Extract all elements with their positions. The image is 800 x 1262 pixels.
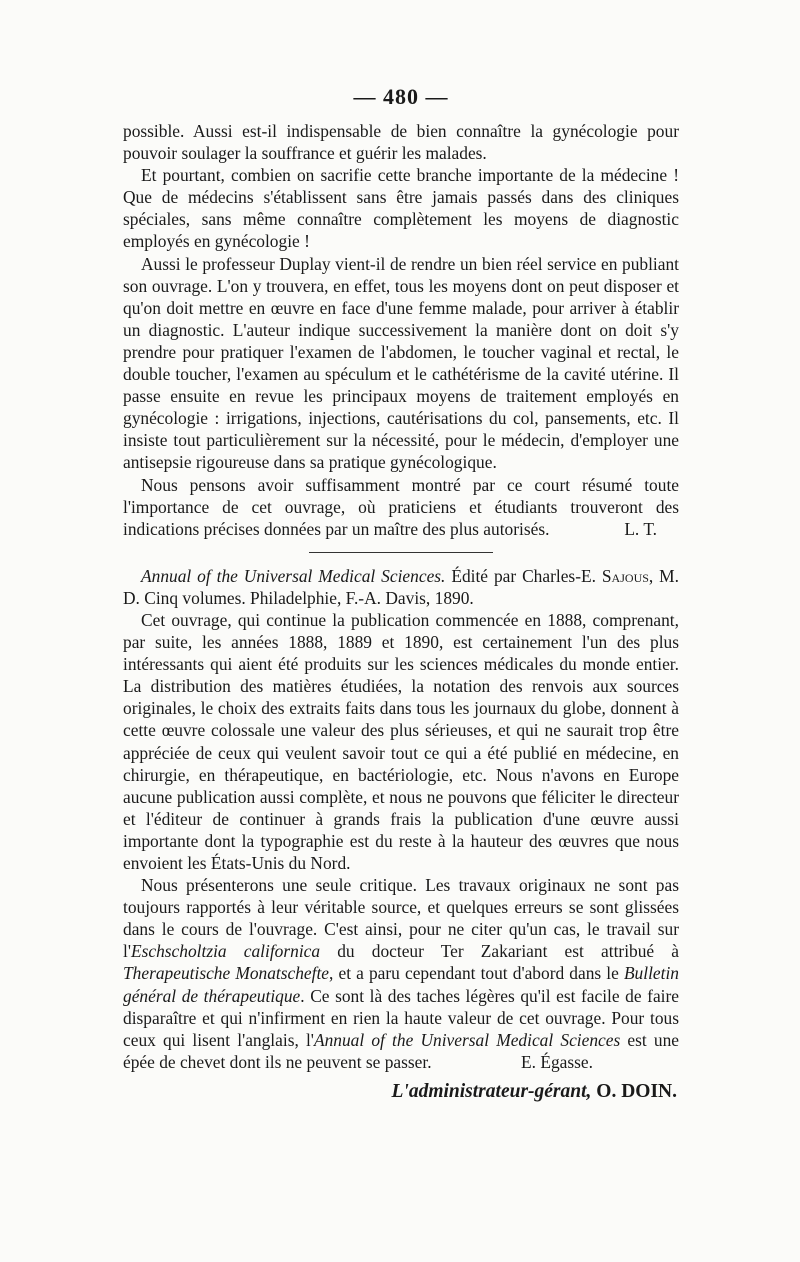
review-gynecology [123,120,679,540]
review-signature: L. T. [624,518,657,539]
paragraph: Nous pensons avoir suffisamment montré par ce court résumé toute l'importance de cet ouvrage, où praticiens et étudiants trouveront des indications précises données par un maître des plus autorisés. [123,474,679,539]
administrator-signature [123,1081,679,1103]
book-title: Annual of the Universal Medical Sciences. [141,565,446,586]
separator-rule [309,552,493,553]
review-annual [123,565,679,1073]
admin-label: L'administrateur-gérant, [391,1080,592,1102]
paragraph: Et pourtant, combien on sacrifie cette branche importante de la médecine ! Que de médecins s'établissent sans être jamais passés dans des cliniques spéciales, sans même connaître complètement les moyens de diagnostic employés en gynécologie ! [123,165,679,252]
page [123,84,679,1103]
review-title: Annual of the Universal Medical Sciences. Édité par Charles-E. Sajous, M. D. Cinq volumes. Philadelphie, F.-A. Davis, 1890. [123,565,679,608]
page-number: — 480 — [353,84,449,109]
author-name: Sajous [601,565,649,586]
admin-name: O. DOIN. [591,1080,677,1102]
paragraph: Aussi le professeur Duplay vient-il de rendre un bien réel service en publiant son ouvrage. L'on y trouvera, en effet, tous les moyens dont on peut disposer et qu'on doit mettre en œuvre en face d'une femme malade, pour arriver à établir un diagnostic. L'auteur indique successivement la manière dont on doit s'y prendre pour pratiquer l'examen de l'abdomen, le toucher vaginal et rectal, le double toucher, l'examen au spéculum et le cathétérisme de la cavité utérine. Il passe ensuite en revue les principaux moyens de traitement employés en gynécologie : irrigations, injections, cautérisations du col, pansements, etc. Il insiste tout particulièrement sur la nécessité, pour le médecin, d'employer une antisepsie rigoureuse dans sa pratique gynécologique. [123,253,679,473]
paragraph: Cet ouvrage, qui continue la publication commencée en 1888, comprenant, par suite, les années 1888, 1889 et 1890, est certainement l'un des plus intéressants qui aient été produits sur les sciences médicales du monde entier. La distribution des matières étudiées, la notation des renvois aux sources originales, le choix des extraits faits dans tous les journaux du globe, donnent à cette œuvre colossale une valeur des plus sérieuses, et qui ne saurait trop être appréciée de ceux qui veulent savoir tout ce qui a été publié en médecine, en chirurgie, en thérapeutique, en bactériologie, etc. Nous n'avons en Europe aucune publication aussi complète, et nous ne pouvons que féliciter le directeur et l'éditeur de continuer à grands frais la publication d'une œuvre aussi importante dont la typographie est du reste à la hauteur des œuvres que nous envoient les États-Unis du Nord. [123,609,679,873]
paragraph: Nous présenterons une seule critique. Les travaux originaux ne sont pas toujours rapportés à leur véritable source, et quelques erreurs se sont glissées dans le cours de l'ouvrage. C'est ainsi, pour ne citer qu'un cas, le travail sur l'Eschscholtzia californica du docteur Ter Zakariant est attribué à Therapeutische Monatschefte, et a paru cependant tout d'abord dans le Bulletin général de thérapeutique. Ce sont là des taches légères qu'il est facile de faire disparaître et qui n'infirment en rien la haute valeur de cet ouvrage. Pour tous ceux qui lisent l'anglais, l'Annual of the Universal Medical Sciences est une épée de chevet dont ils ne peuvent se passer. [123,875,680,1072]
paragraph: possible. Aussi est-il indispensable de bien connaître la gynécologie pour pouvoir soulager la souffrance et guérir les malades. [123,121,679,164]
review-signature: E. Égasse. [521,1051,593,1072]
